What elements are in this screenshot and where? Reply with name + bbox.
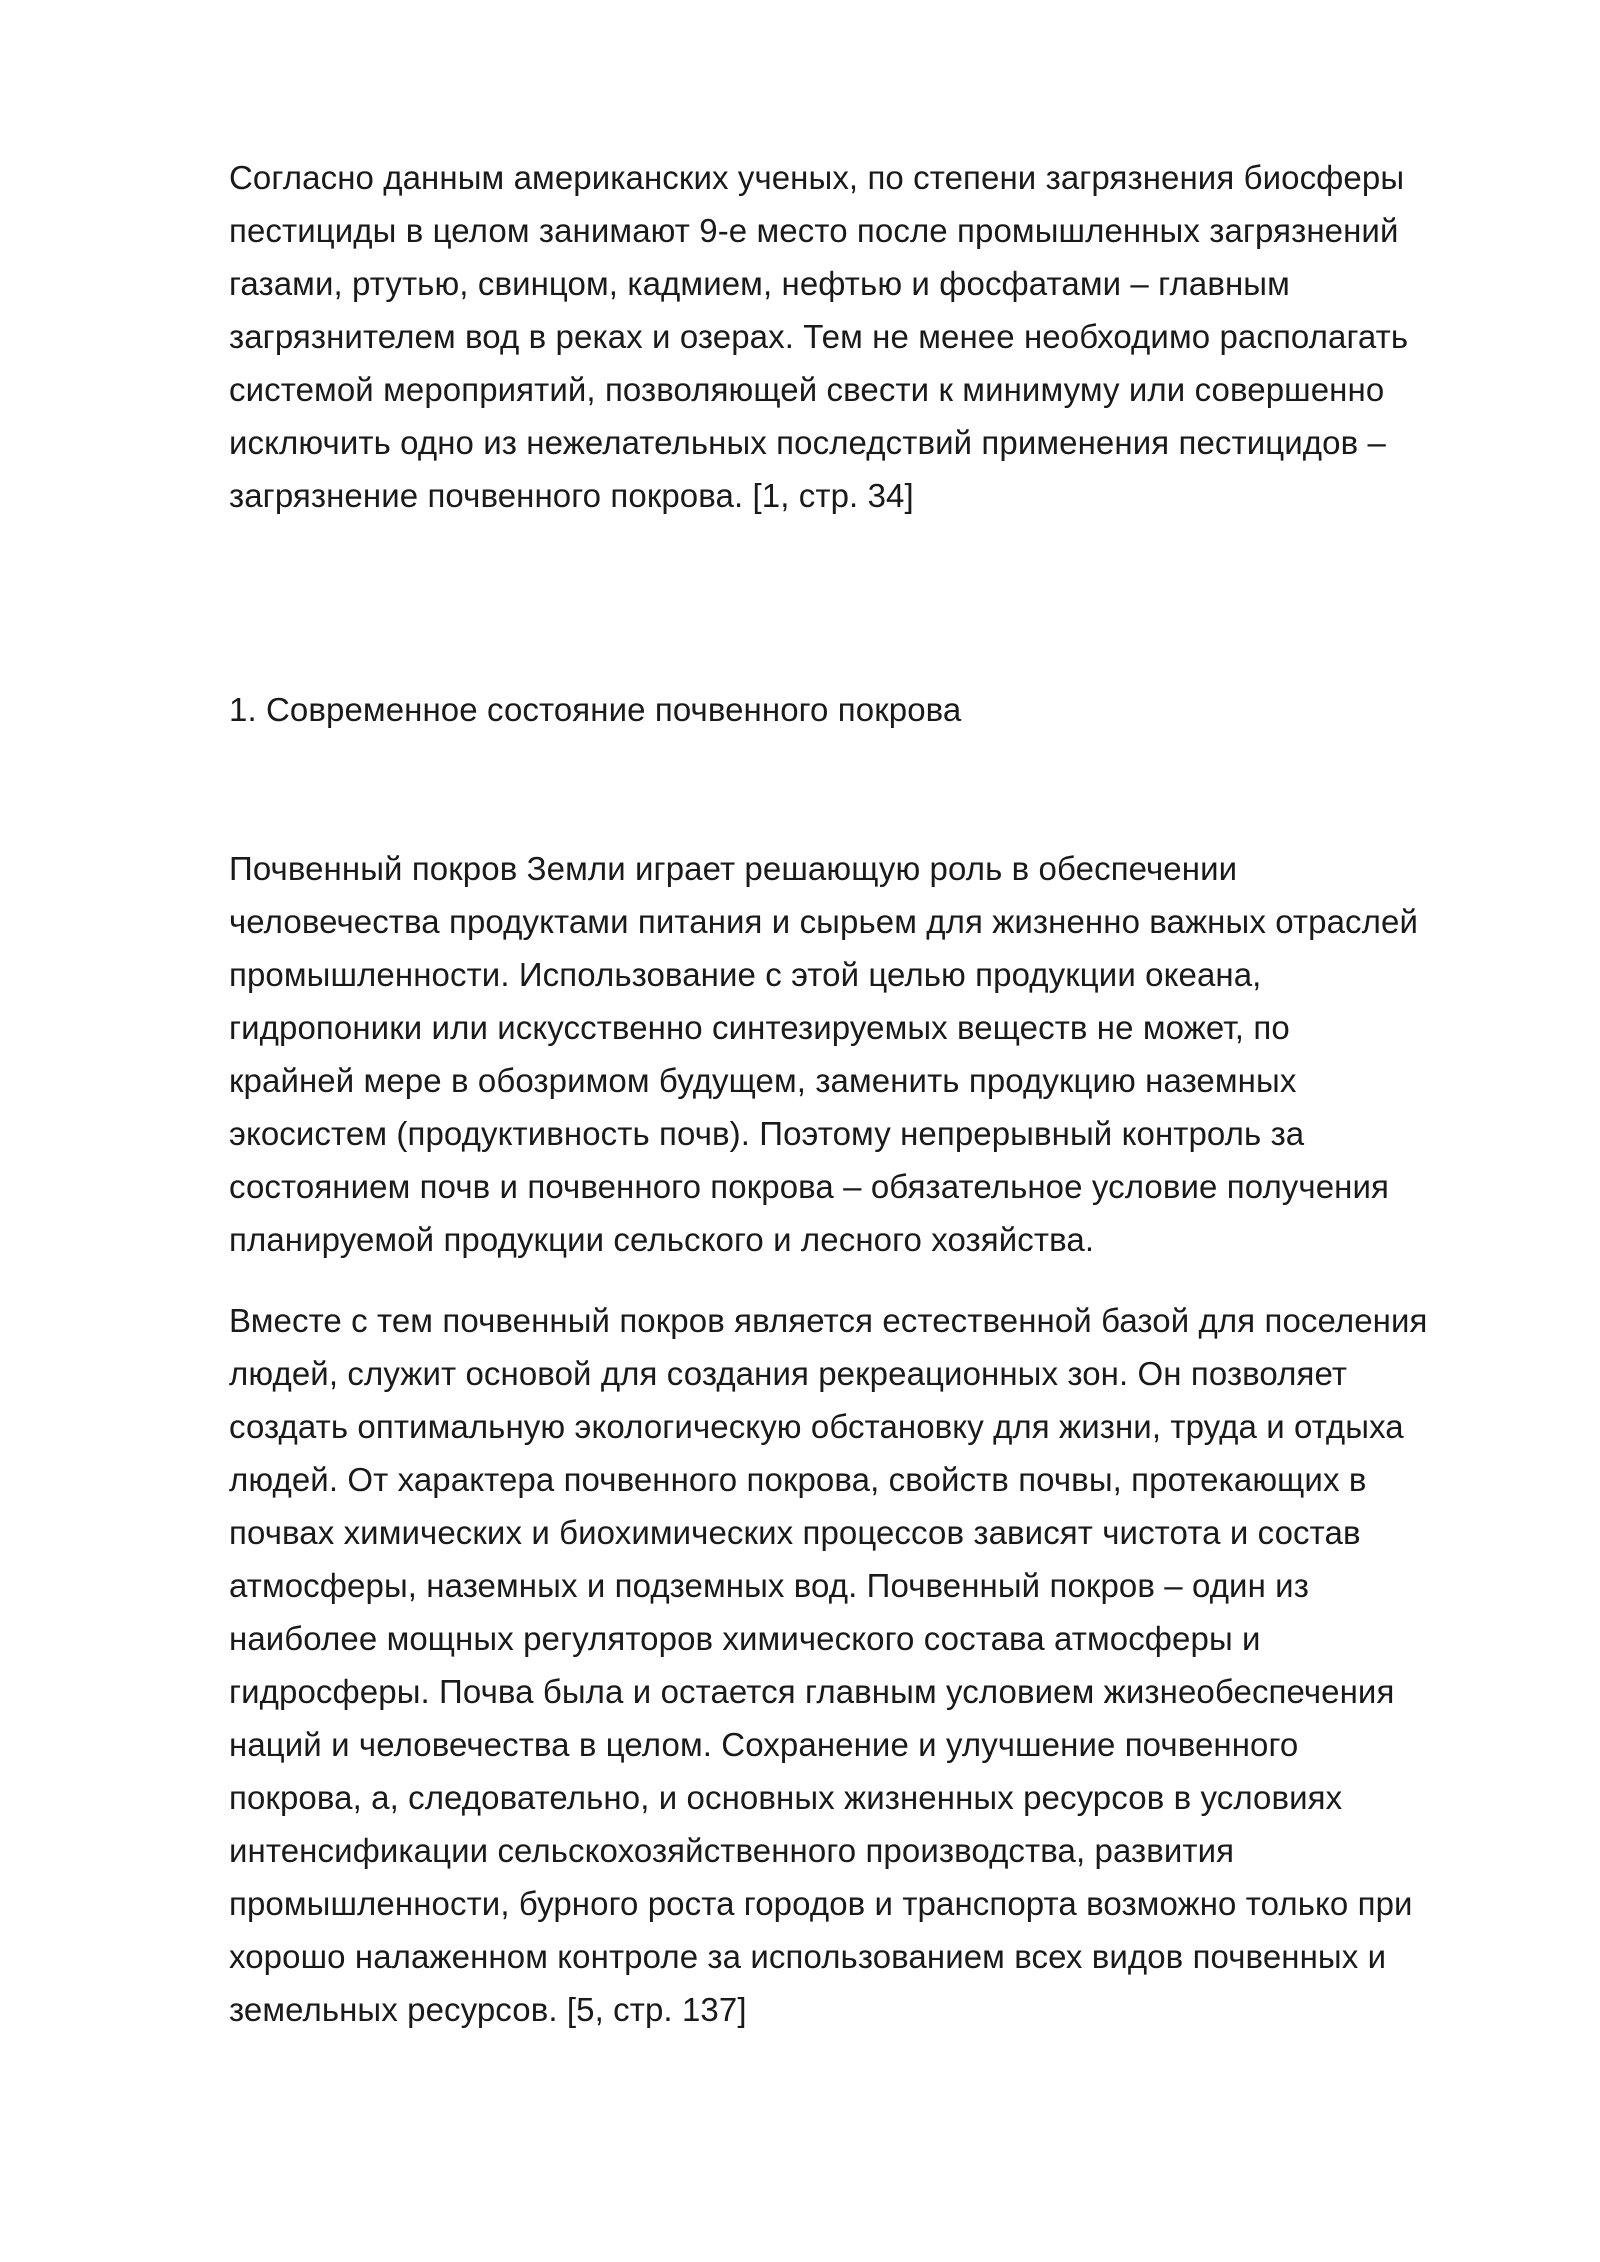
paragraph-line: Вместе с тем почвенный покров является естественной базой для поселения [229, 1302, 1428, 1339]
paragraph-line: Согласно данным американских ученых, по степени загрязнения биосферы [229, 159, 1405, 196]
paragraph-line: земельных ресурсов. [5, стр. 137] [229, 1991, 747, 2028]
paragraph-line: почвах химических и биохимических процессов зависят чистота и состав [229, 1514, 1361, 1551]
paragraph-line: людей, служит основой для создания рекреационных зон. Он позволяет [229, 1355, 1348, 1392]
paragraph-line: создать оптимальную экологическую обстановку для жизни, труда и отдыха [229, 1408, 1404, 1445]
paragraph-line: наиболее мощных регуляторов химического состава атмосферы и [229, 1620, 1261, 1657]
paragraph-line: хорошо налаженном контроле за использованием всех видов почвенных и [229, 1938, 1387, 1975]
paragraph-line: крайней мере в обозримом будущем, заменить продукцию наземных [229, 1062, 1297, 1099]
paragraph-line: экосистем (продуктивность почв). Поэтому непрерывный контроль за [229, 1115, 1305, 1152]
paragraph-line: планируемой продукции сельского и лесного хозяйства. [229, 1221, 1095, 1258]
paragraph-line: промышленности, бурного роста городов и транспорта возможно только при [229, 1885, 1413, 1922]
paragraph-line: покрова, а, следовательно, и основных жизненных ресурсов в условиях [229, 1779, 1343, 1816]
paragraph-line: промышленности. Использование с этой целью продукции океана, [229, 956, 1262, 993]
paragraph-line: состоянием почв и почвенного покрова – обязательное условие получения [229, 1168, 1389, 1205]
section-heading-text: 1. Современное состояние почвенного покрова [229, 691, 962, 728]
soil-paragraph-2 [229, 1294, 1519, 2036]
paragraph-line: Почвенный покров Земли играет решающую роль в обеспечении [229, 850, 1238, 887]
soil-paragraph-1 [229, 842, 1519, 1266]
paragraph-line: исключить одно из нежелательных последствий применения пестицидов – [229, 424, 1386, 461]
paragraph-line: загрязнение почвенного покрова. [1, стр. 34] [229, 477, 914, 514]
paragraph-line: гидросферы. Почва была и остается главным условием жизнеобеспечения [229, 1673, 1395, 1710]
paragraph-line: гидропоники или искусственно синтезируемых веществ не может, по [229, 1009, 1290, 1046]
paragraph-line: человечества продуктами питания и сырьем для жизненно важных отраслей [229, 903, 1418, 940]
paragraph-line: системой мероприятий, позволяющей свести к минимуму или совершенно [229, 371, 1385, 408]
paragraph-line: атмосферы, наземных и подземных вод. Почвенный покров – один из [229, 1567, 1309, 1604]
paragraph-line: загрязнителем вод в реках и озерах. Тем не менее необходимо располагать [229, 318, 1409, 355]
paragraph-line: интенсификации сельскохозяйственного производства, развития [229, 1832, 1235, 1869]
intro-paragraph [229, 151, 1519, 522]
paragraph-line: людей. От характера почвенного покрова, свойств почвы, протекающих в [229, 1461, 1367, 1498]
paragraph-line: наций и человечества в целом. Сохранение и улучшение почвенного [229, 1726, 1299, 1763]
paragraph-line: газами, ртутью, свинцом, кадмием, нефтью и фосфатами – главным [229, 265, 1290, 302]
section-heading [229, 683, 1519, 736]
paragraph-line: пестициды в целом занимают 9-е место после промышленных загрязнений [229, 212, 1399, 249]
